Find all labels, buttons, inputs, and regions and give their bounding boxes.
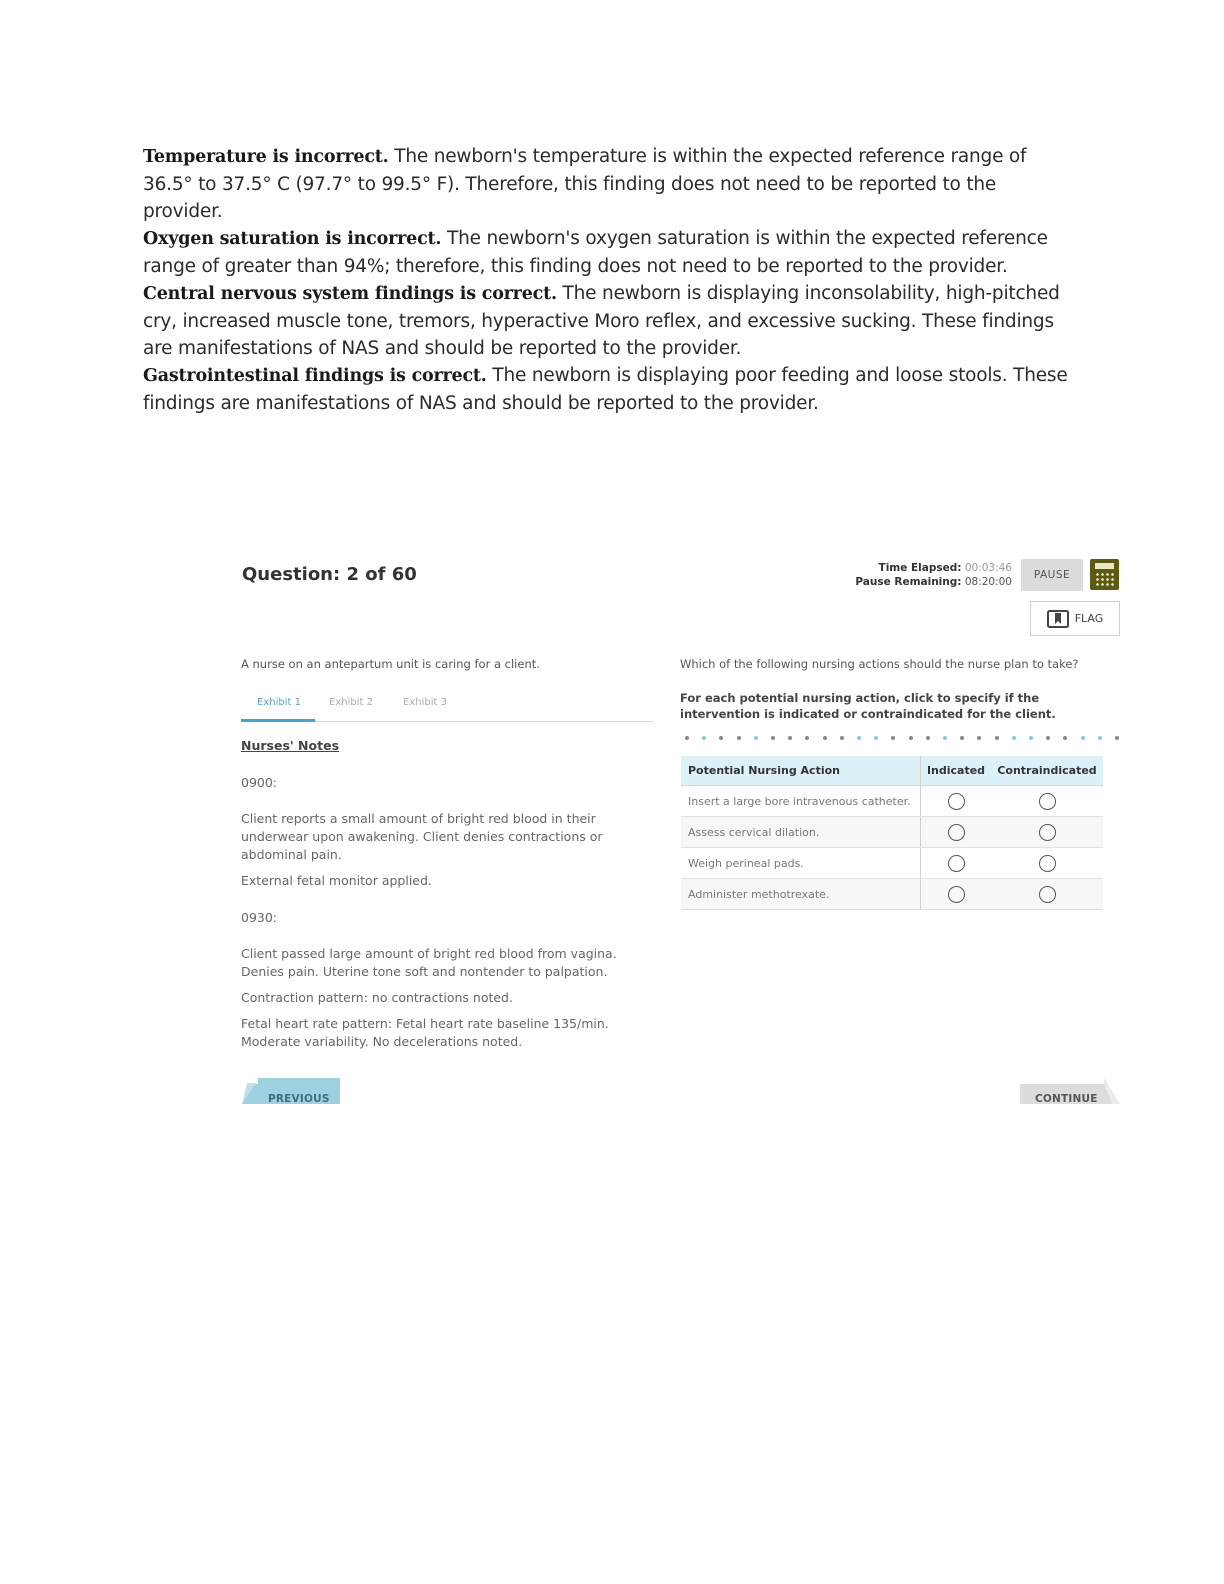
divider-dot bbox=[995, 736, 999, 740]
question-instruction: For each potential nursing action, click to specify if the intervention is indicated or contraindicated for the client. bbox=[680, 691, 1056, 721]
divider-dot bbox=[737, 736, 741, 740]
divider-dot bbox=[960, 736, 964, 740]
divider-dot bbox=[1098, 736, 1102, 740]
divider-dot bbox=[1063, 736, 1067, 740]
action-cell: Administer methotrexate. bbox=[681, 879, 921, 910]
continue-label: CONTINUE bbox=[1035, 1093, 1098, 1105]
time-elapsed-label: Time Elapsed: bbox=[878, 562, 962, 574]
tab-exhibit-1[interactable]: Exhibit 1 bbox=[257, 697, 301, 708]
contraindicated-radio[interactable] bbox=[1039, 824, 1056, 841]
note-line: External fetal monitor applied. bbox=[241, 873, 432, 888]
contraindicated-radio[interactable] bbox=[1039, 793, 1056, 810]
divider-dot bbox=[1081, 736, 1085, 740]
action-cell: Assess cervical dilation. bbox=[681, 817, 921, 848]
matrix-table bbox=[681, 756, 1103, 910]
divider-dot bbox=[771, 736, 775, 740]
divider-dot bbox=[909, 736, 913, 740]
divider-dot bbox=[926, 736, 930, 740]
indicated-radio[interactable] bbox=[948, 855, 965, 872]
continue-button[interactable] bbox=[1020, 1078, 1120, 1104]
divider-dot bbox=[1029, 736, 1033, 740]
rationale-temperature: Temperature is incorrect. The newborn's temperature is within the expected reference range of 36.5° to 37.5° C (97.7° to 99.5° F). Therefore, this finding does not need to be reported to the provider. bbox=[143, 146, 1027, 222]
divider-dot bbox=[840, 736, 844, 740]
divider-dot bbox=[943, 736, 947, 740]
note-time-0930: 0930: bbox=[241, 910, 278, 925]
notes-header: Nurses' Notes bbox=[241, 738, 340, 753]
timers bbox=[855, 561, 1012, 589]
note-line: abdominal pain. bbox=[241, 847, 342, 862]
indicated-radio[interactable] bbox=[948, 793, 965, 810]
note-line: underwear upon awakening. Client denies contractions or bbox=[241, 829, 603, 844]
col-header-indicated: Indicated bbox=[921, 756, 992, 786]
bookmark-flag-icon bbox=[1047, 610, 1069, 628]
note-line: Fetal heart rate pattern: Fetal heart rate baseline 135/min. bbox=[241, 1016, 609, 1031]
action-cell: Insert a large bore intravenous catheter. bbox=[681, 786, 921, 817]
indicated-radio[interactable] bbox=[948, 824, 965, 841]
question-counter: Question: 2 of 60 bbox=[242, 564, 417, 585]
table-row bbox=[681, 848, 1103, 879]
col-header-action: Potential Nursing Action bbox=[681, 756, 921, 786]
previous-button[interactable] bbox=[242, 1078, 340, 1104]
rationale-gi: Gastrointestinal findings is correct. The newborn is displaying poor feeding and loose stools. These findings are manifestations of NAS and should be reported to the provider. bbox=[143, 365, 1068, 414]
active-tab-indicator bbox=[241, 719, 315, 722]
action-cell: Weigh perineal pads. bbox=[681, 848, 921, 879]
divider-dot bbox=[823, 736, 827, 740]
previous-label: PREVIOUS bbox=[268, 1093, 330, 1105]
divider-dot bbox=[891, 736, 895, 740]
table-row bbox=[681, 786, 1103, 817]
divider-dot bbox=[874, 736, 878, 740]
divider-dot bbox=[685, 736, 689, 740]
divider-dot bbox=[719, 736, 723, 740]
tab-exhibit-2[interactable]: Exhibit 2 bbox=[329, 697, 373, 708]
divider-dots bbox=[685, 736, 1123, 744]
divider-dot bbox=[1046, 736, 1050, 740]
exhibit-tabs bbox=[241, 689, 654, 722]
divider-dot bbox=[702, 736, 706, 740]
rationale-oxygen: Oxygen saturation is incorrect. The newborn's oxygen saturation is within the expected reference range of greater than 94%; therefore, this finding does not need to be reported to the provider. bbox=[143, 228, 1048, 277]
table-row bbox=[681, 879, 1103, 910]
note-line: Denies pain. Uterine tone soft and nontender to palpation. bbox=[241, 964, 608, 979]
note-line: Client passed large amount of bright red blood from vagina. bbox=[241, 946, 617, 961]
contraindicated-radio[interactable] bbox=[1039, 886, 1056, 903]
divider-dot bbox=[977, 736, 981, 740]
flag-label: FLAG bbox=[1074, 612, 1104, 625]
contraindicated-radio[interactable] bbox=[1039, 855, 1056, 872]
table-header-row bbox=[681, 756, 1103, 786]
divider-dot bbox=[788, 736, 792, 740]
divider-dot bbox=[1012, 736, 1016, 740]
time-elapsed-value: 00:03:46 bbox=[964, 562, 1012, 574]
question-stem: A nurse on an antepartum unit is caring for a client. bbox=[241, 657, 540, 671]
rationale-cns: Central nervous system findings is correct. The newborn is displaying inconsolability, high-pitched cry, increased muscle tone, tremors, hyperactive Moro reflex, and excessive sucking. These findings are manifestations of NAS and should be reported to the provider. bbox=[143, 283, 1060, 359]
pause-remaining-value: 08:20:00 bbox=[964, 576, 1012, 588]
tab-exhibit-3[interactable]: Exhibit 3 bbox=[403, 697, 447, 708]
pause-remaining-label: Pause Remaining: bbox=[855, 576, 962, 588]
col-header-contraindicated: Contraindicated bbox=[991, 756, 1103, 786]
note-line: Contraction pattern: no contractions noted. bbox=[241, 990, 513, 1005]
case-panel bbox=[241, 657, 655, 1049]
flag-button[interactable] bbox=[1030, 601, 1120, 636]
pause-button[interactable]: PAUSE bbox=[1021, 559, 1083, 591]
divider-dot bbox=[1115, 736, 1119, 740]
divider-dot bbox=[754, 736, 758, 740]
note-line: Moderate variability. No decelerations noted. bbox=[241, 1034, 523, 1049]
note-line: Client reports a small amount of bright red blood in their bbox=[241, 811, 596, 826]
divider-dot bbox=[805, 736, 809, 740]
divider-dot bbox=[857, 736, 861, 740]
rationale-text bbox=[143, 143, 1078, 417]
indicated-radio[interactable] bbox=[948, 886, 965, 903]
calculator-icon[interactable] bbox=[1090, 559, 1119, 590]
question-prompt: Which of the following nursing actions should the nurse plan to take? bbox=[680, 657, 1079, 671]
table-row bbox=[681, 817, 1103, 848]
exam-screenshot bbox=[240, 553, 1122, 1105]
note-time-0900: 0900: bbox=[241, 775, 278, 790]
